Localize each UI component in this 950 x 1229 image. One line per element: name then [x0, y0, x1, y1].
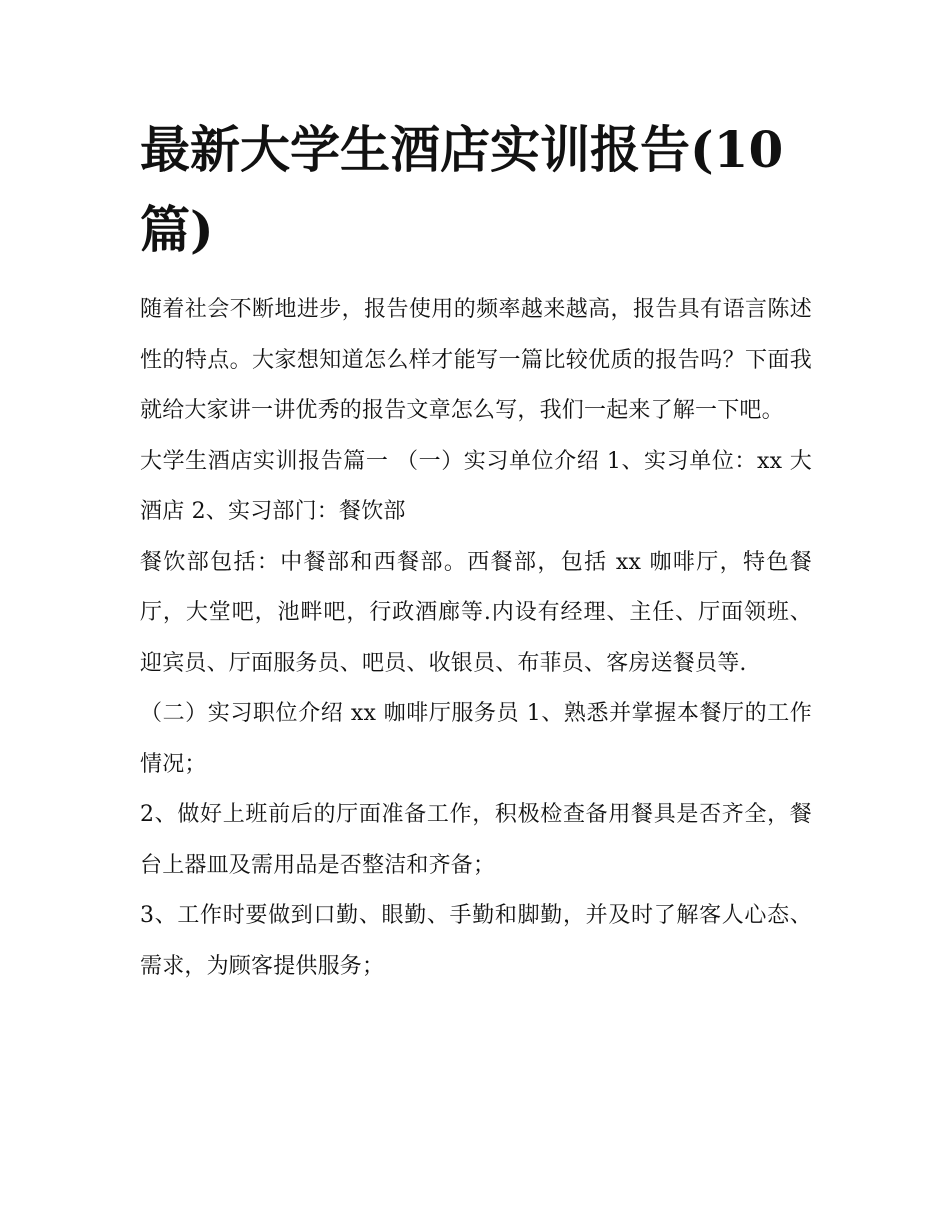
- duty-item-2-paragraph: 2、做好上班前后的厅面准备工作，积极检查备用餐具是否齐全，餐台上器皿及需用品是否整洁和齐备；: [140, 802, 812, 878]
- position-intro-paragraph: （二）实习职位介绍 xx 咖啡厅服务员 1、熟悉并掌握本餐厅的工作情况；: [140, 701, 812, 777]
- intro-paragraph: 随着社会不断地进步，报告使用的频率越来越高，报告具有语言陈述性的特点。大家想知道怎么样才能写一篇比较优质的报告吗？下面我就给大家讲一讲优秀的报告文章怎么写，我们一起来了解一下吧。: [140, 297, 812, 423]
- document-body: [140, 110, 812, 992]
- duty-item-3-paragraph: 3、工作时要做到口勤、眼勤、手勤和脚勤，并及时了解客人心态、需求，为顾客提供服务；: [140, 903, 812, 979]
- section-one-heading-paragraph: 大学生酒店实训报告篇一 （一）实习单位介绍 1、实习单位：xx 大酒店 2、实习部门：餐饮部: [140, 448, 812, 524]
- document-title: 最新大学生酒店实训报告(10篇): [140, 120, 784, 259]
- department-description-paragraph: 餐饮部包括：中餐部和西餐部。西餐部，包括 xx 咖啡厅，特色餐厅，大堂吧，池畔吧，行政酒廊等.内设有经理、主任、厅面领班、迎宾员、厅面服务员、吧员、收银员、布菲员、客房送餐员等.: [140, 549, 812, 676]
